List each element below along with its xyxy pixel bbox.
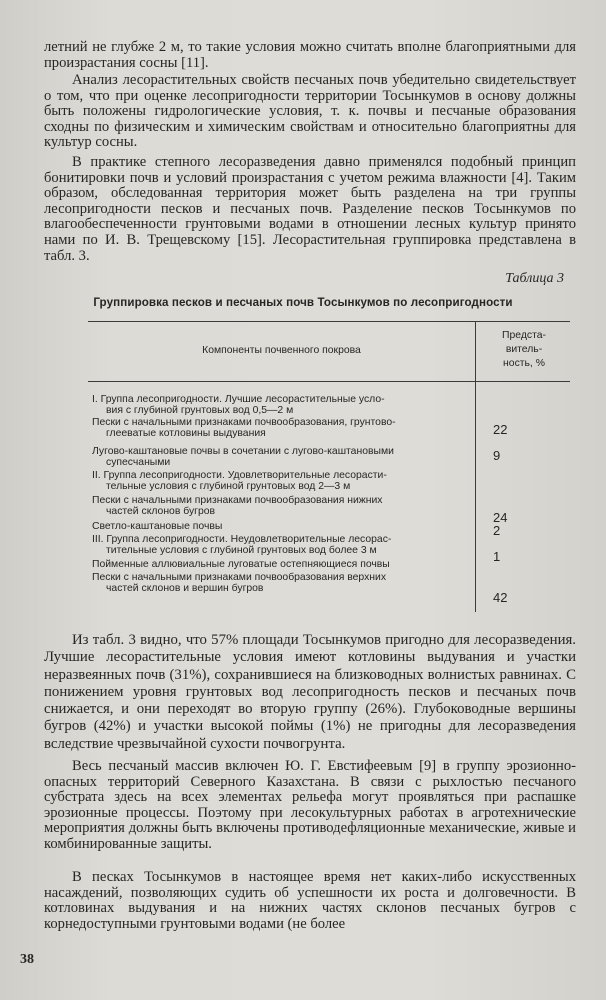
paragraph-4: Из табл. 3 видно, что 57% площади Тосынкумов пригодно для лесоразведения. Лучшие лесорастительные условия имеют котловины выдувания и участки неразвеянных почв (31%), сохранившиеся на близководных волнистых равнинах. С понижением уровня грунтовых вод лесопригодность песков и песчаных почв снижается, и они переходят во вторую группу (26%). Глубоководные вершины бугров (42%) и участки высокой поймы (1%) не пригодны для лесоразведения вследствие чрезвычайной сухости почвогрунта. bbox=[44, 632, 576, 752]
paragraph-1: летний не глубже 2 м, то такие условия можно считать вполне благоприятными для произрастания сосны [11]. bbox=[44, 39, 576, 71]
table-value: 1 bbox=[493, 549, 501, 564]
header-representation-line-3: ность, % bbox=[503, 358, 545, 369]
paragraph-6: В песках Тосынкумов в настоящее время нет каких-либо искусственных насаждений, позволяющих судить об успешности их роста и долговечности. В котловинах выдувания и на нижних частях склонов песчаных бугров с корнедоступными грунтовыми водами (не более bbox=[44, 869, 576, 932]
table-value: 9 bbox=[493, 448, 501, 463]
table-row: I. Группа лесопригодности. Лучшие лесорастительные усло- вия с глубиной грунтовых вод 0,5—2 м bbox=[92, 394, 385, 417]
table-title: Группировка песков и песчаных почв Тосынкумов по лесопригодности bbox=[93, 296, 513, 309]
table-row: Пески с начальными признаками почвообразования нижних частей склонов бугров bbox=[92, 495, 383, 518]
paragraph-5: Весь песчаный массив включен Ю. Г. Евстифеевым [9] в группу эрозионно-опасных территорий Северного Казахстана. В связи с рыхлостью песчаного субстрата здесь на всех элементах рельефа могут проявляться при распашке эрозионные процессы. Поэтому при лесокультурных работах в агротехнические мероприятия должны быть включены противодефляционные механические, живые и комбинированные защиты. bbox=[44, 758, 576, 852]
header-representation-line-1: Предста- bbox=[502, 330, 546, 341]
table-row: Светло-каштановые почвы bbox=[92, 521, 223, 532]
paragraph-2: Анализ лесорастительных свойств песчаных почв убедительно свидетельствует о том, что при оценке лесопригодности территории Тосынкумов в основу должны быть положены гидрологические условия, т. к. почвы и песчаные образования сходны по физическим и химическим свойствам и относительно благоприятны для культур сосны. bbox=[44, 72, 576, 151]
header-components: Компоненты почвенного покрова bbox=[202, 345, 361, 356]
table-column-divider bbox=[475, 321, 476, 612]
paragraph-3: В практике степного лесоразведения давно применялся подобный принцип бонитировки почв и условий произрастания с учетом режима влажности [4]. Таким образом, обследованная территория может быть разделена на три группы лесопригодности песков и песчаных почв. Разделение песков Тосынкумов по влагообеспеченности грунтовыми водами в отношении лесных культур принято нами по И. В. Трещевскому [15]. Лесорастительная группировка представлена в табл. 3. bbox=[44, 154, 576, 264]
table-number: Таблица 3 bbox=[505, 271, 564, 286]
table-header-rule bbox=[88, 381, 570, 382]
table-row: Пойменные аллювиальные луговатые остепняющиеся почвы bbox=[92, 559, 390, 570]
table-row: II. Группа лесопригодности. Удовлетворительные лесорасти- тельные условия с глубиной грунтовых вод 2—3 м bbox=[92, 470, 387, 493]
header-representation bbox=[480, 329, 568, 371]
table-value: 22 bbox=[493, 422, 508, 437]
table-value: 24 bbox=[493, 510, 508, 525]
data-table bbox=[88, 321, 570, 612]
table-value: 42 bbox=[493, 590, 508, 605]
header-representation-line-2: витель- bbox=[505, 344, 543, 355]
page-number: 38 bbox=[20, 952, 34, 967]
table-row: Лугово-каштановые почвы в сочетании с лугово-каштановыми супесчаными bbox=[92, 446, 394, 469]
table-value: 2 bbox=[493, 523, 501, 538]
table-row: III. Группа лесопригодности. Неудовлетворительные лесорас- тительные условия с глубиной грунтовых вод более 3 м bbox=[92, 534, 392, 557]
table-top-rule bbox=[88, 321, 570, 322]
table-row: Пески с начальными признаками почвообразования, грунтово- глееватые котловины выдувания bbox=[92, 417, 396, 440]
table-row: Пески с начальными признаками почвообразования верхних частей склонов и вершин бугров bbox=[92, 572, 387, 595]
